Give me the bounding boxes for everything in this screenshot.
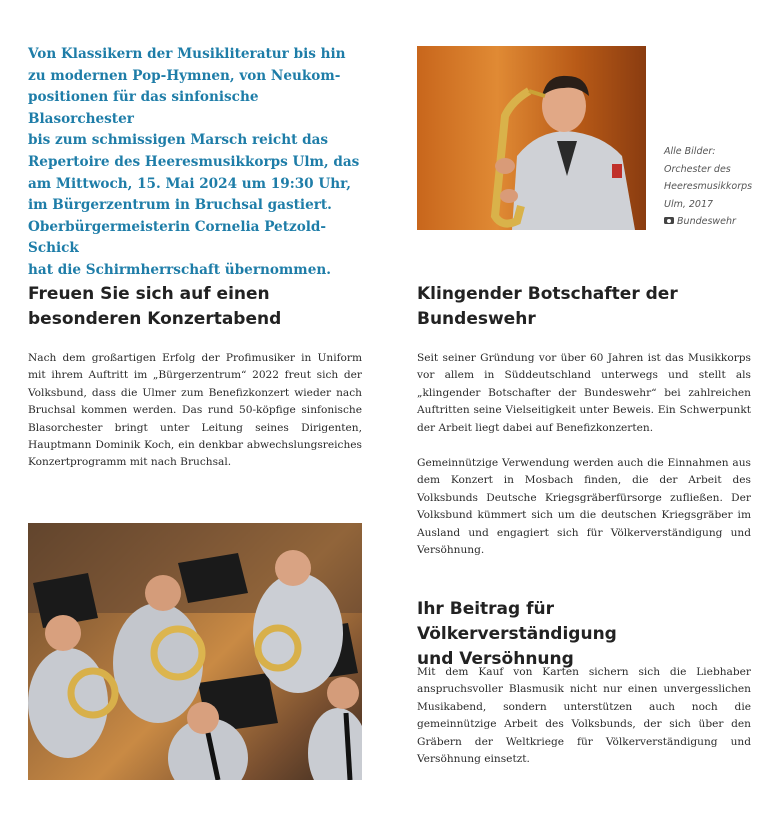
- paragraph-botschafter-2: Gemeinnützige Verwendung werden auch die Einnahmen aus dem Konzert in Mosbach finden, die der Arbeit des Volksbunds Deutsche Kriegsgräberfürsorge zufließen. Der Volksbund kümmert sich um die deutschen Kriegsgräber im Ausland und engagiert sich für Völkerverständigung und Versöhnung.: [417, 457, 751, 557]
- paragraph-beitrag: Mit dem Kauf von Karten sichern sich die Liebhaber anspruchsvoller Blasmusik nicht nur einen unvergesslichen Musikabend, sondern unterstützen auch noch die gemeinnützige Arbeit des Volksbunds, der sich über den Gräbern der Weltkriege für Völkerverständigung und Versöhnung einsetzt.: [417, 666, 751, 766]
- paragraph-botschafter-1: Seit seiner Gründung vor über 60 Jahren ist das Musikkorps vor allem in Süddeutschland unterwegs und stellt als „klingender Botschafter der Bundeswehr“ bei zahlreichen Auftritten seine Vielseitigkeit unter Beweis. Ein Schwerpunkt der Arbeit liegt dabei auf Benefizkonzerten.: [417, 352, 751, 434]
- caption-line-1: Alle Bilder:: [664, 146, 716, 157]
- caption-line-2: Orchester des: [664, 163, 731, 175]
- heading-botschafter: Klingender Botschafter der Bundeswehr: [417, 284, 678, 329]
- photo-credit-text: Bundeswehr: [677, 216, 736, 227]
- heading-beitrag: Ihr Beitrag für Völkerverständigung und Versöhnung: [417, 599, 617, 669]
- camera-icon: [664, 217, 674, 224]
- photo-caption: [664, 143, 774, 231]
- horn-section-photo: [28, 523, 362, 780]
- saxophonist-photo: [417, 46, 646, 230]
- caption-line-4: Ulm, 2017: [664, 198, 714, 210]
- paragraph-konzertabend: Nach dem großartigen Erfolg der Profimusiker in Uniform mit ihrem Auftritt im „Bürgerzentrum“ 2022 freut sich der Volksbund, dass die Ulmer zum Benefizkonzert wieder nach Bruchsal kommen werden. Das rund 50-köpfige sinfonische Blasorchester bringt unter Leitung seines Dirigenten, Hauptmann Dominik Koch, ein denkbar abwechslungsreiches Konzertprogramm mit nach Bruchsal.: [28, 352, 362, 469]
- photo-credit: [664, 213, 774, 231]
- heading-konzertabend: Freuen Sie sich auf einen besonderen Konzertabend: [28, 284, 282, 329]
- caption-line-3: Heeresmusikkorps: [664, 181, 753, 192]
- intro-text: Von Klassikern der Musikliteratur bis hin zu modernen Pop-Hymnen, von Neukom- positionen für das sinfonische Blasorchester bis zum schmissigen Marsch reicht das Repertoire des Heeresmusikkorps Ulm, das am Mittwoch, 15. Mai 2024 um 19:30 Uhr, im Bürgerzentrum in Bruchsal gastiert. Oberbürgermeisterin Cornelia Petzold-Schick hat die Schirmherrschaft übernommen.: [28, 46, 360, 278]
